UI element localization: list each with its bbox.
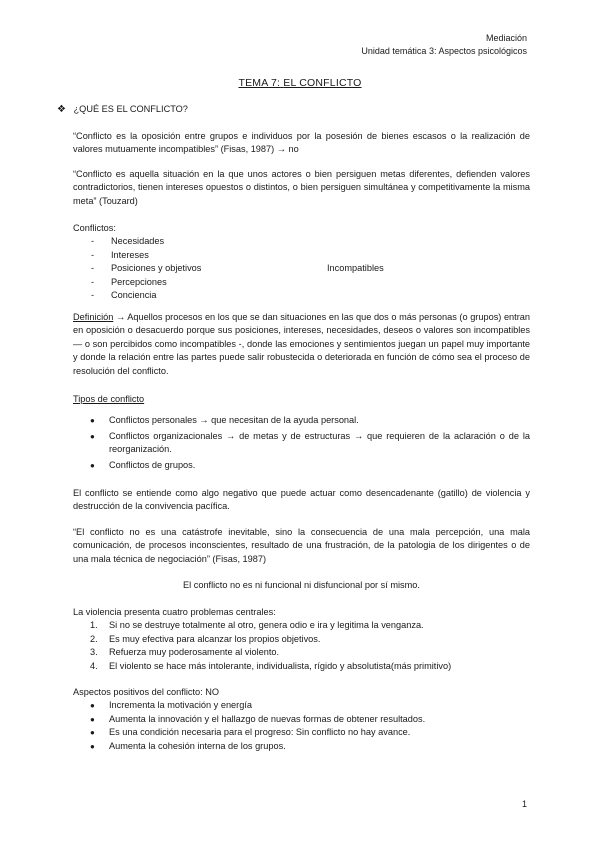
title-main: EL CONFLICTO	[283, 77, 362, 89]
list-item: - Conciencia	[73, 289, 530, 302]
list-item: 3. Refuerza muy poderosamente al violento.	[90, 647, 280, 658]
dash-bullet: -	[91, 290, 95, 301]
quote-touzard: “Conflicto es aquella situación en la que unos actores o bien persiguen metas diferentes, defienden valores contradictorios, tienen intereses opuestos o distintos, o bien persiguen simultánea y competitivamente la misma meta” (Touzard)	[73, 169, 530, 206]
title-prefix: TEMA 7:	[238, 77, 281, 89]
quote-fisas: “Conflicto es la oposición entre grupos e individuos por la posesión de bienes escasos o la realización de valores mutuamente incompatibles” (Fisas, 1987) → no	[73, 131, 530, 155]
quote-fisas-2: “El conflicto no es una catástrofe inevitable, sino la consecuencia de una mala percepción, una mala comunicación, de procesos inconscientes, resultado de una frustración, de la patologia de los dirigentes o de una mala técnica de negociación” (Fisas, 1987)	[73, 527, 530, 564]
definicion-paragraph	[73, 311, 530, 378]
tipos-heading: Tipos de conflicto	[73, 394, 145, 404]
bullet-dot-icon: ●	[90, 741, 95, 751]
list-item: - Posiciones y objetivos Incompatibles	[73, 262, 530, 275]
list-item: - Intereses	[73, 249, 530, 262]
bullet-dot-icon: ●	[90, 416, 95, 426]
list-item: 1. Si no se destruye totalmente al otro, genera odio e ira y legitima la venganza.	[90, 620, 424, 631]
dash-bullet: -	[91, 276, 95, 287]
bullet-dot-icon: ●	[90, 728, 95, 738]
course-name: Mediación	[485, 33, 527, 43]
page-header	[361, 32, 527, 58]
positivos-intro: Aspectos positivos del conflicto: NO	[73, 687, 220, 697]
unit-name: Unidad temática 3: Aspectos psicológicos	[361, 46, 527, 56]
question-text: ¿QUÉ ES EL CONFLICTO?	[73, 104, 188, 114]
bullet-dot-icon: ●	[90, 714, 95, 724]
page-title	[0, 77, 600, 90]
list-item: 2. Es muy efectiva para alcanzar los propios objetivos.	[90, 633, 321, 644]
definicion-text: → Aquellos procesos en los que se dan situaciones en las que dos o más personas (o grupos) entran en oposición o desacuerdo porque sus posiciones, intereses, necesidades, deseos o valores son incompatibles — o son percibidos como incompatibles -, donde las emociones y sentimientos juegan un papel muy importante y donde la relación entre las partes puede salir robustecida o deteriorada en función de cómo sea el proceso de resolución del conflicto.	[73, 312, 530, 376]
section-question	[57, 103, 514, 116]
paragraph-negativo: El conflicto se entiende como algo negativo que puede actuar como desencadenante (gatillo) de violencia y destrucción de la convivencia pacífica.	[73, 488, 530, 512]
list-item: ● Conflictos organizacionales → de metas y de estructuras → que requieren de la aclaración o de la reorganización.	[90, 430, 530, 455]
list-item: - Percepciones	[73, 276, 530, 289]
dash-bullet: -	[91, 236, 95, 247]
bullet-dot-icon: ●	[90, 460, 95, 470]
diamond-bullet-icon: ❖	[57, 104, 66, 115]
page-number: 1	[521, 799, 527, 809]
list-item: - Necesidades	[73, 235, 530, 248]
bullet-dot-icon: ●	[90, 701, 95, 711]
list-item: ● Conflictos de grupos.	[73, 459, 530, 472]
tipos-section	[73, 393, 530, 472]
dash-bullet: -	[91, 249, 95, 260]
conflictos-label: Conflictos:	[73, 223, 116, 233]
list-item: ● Aumenta la innovación y el hallazgo de nuevas formas de obtener resultados.	[73, 713, 530, 726]
conflictos-list	[73, 222, 530, 302]
definicion-label: Definición	[73, 312, 114, 322]
list-item: ● Es una condición necesaria para el progreso: Sin conflicto no hay avance.	[73, 726, 530, 739]
violencia-section	[73, 606, 530, 673]
list-item: ● Conflictos personales → que necesitan de la ayuda personal.	[73, 414, 530, 427]
bullet-dot-icon: ●	[90, 431, 95, 441]
positivos-section	[73, 686, 530, 753]
centered-statement: El conflicto no es ni funcional ni disfuncional por sí mismo.	[183, 580, 420, 590]
incompatibles-note: Incompatibles	[327, 263, 384, 274]
list-item: ● Aumenta la cohesión interna de los grupos.	[73, 740, 530, 753]
violencia-intro: La violencia presenta cuatro problemas centrales:	[73, 607, 276, 617]
dash-bullet: -	[91, 263, 95, 274]
list-item: 4. El violento se hace más intolerante, individualista, rígido y absolutista(más primitivo)	[90, 660, 452, 671]
list-item: ● Incrementa la motivación y energía	[73, 699, 530, 712]
